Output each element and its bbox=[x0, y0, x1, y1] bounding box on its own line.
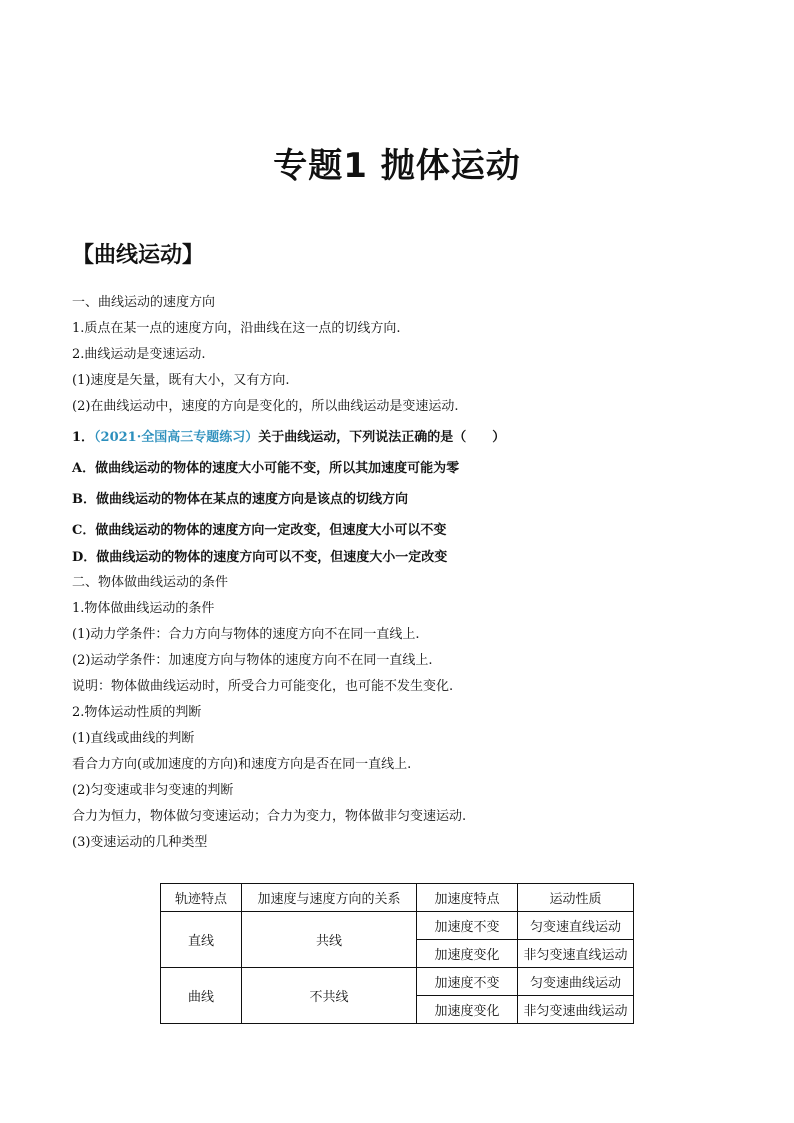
motion-types-table bbox=[160, 883, 634, 1024]
question-source: （2021·全国高三专题练习） bbox=[94, 430, 259, 445]
option-c bbox=[72, 515, 722, 546]
table-header: 加速度特点 bbox=[417, 884, 518, 912]
table-cell-trajectory: 曲线 bbox=[161, 968, 242, 1024]
question-number: 1． bbox=[72, 430, 95, 445]
table-cell-motion: 匀变速直线运动 bbox=[518, 912, 634, 940]
part2-heading: 二、物体做曲线运动的条件 bbox=[72, 575, 229, 590]
option-a bbox=[72, 453, 722, 484]
table-cell-accel: 加速度不变 bbox=[417, 912, 518, 940]
part2-line: 说明：物体做曲线运动时，所受合力可能变化，也可能不发生变化. bbox=[72, 679, 454, 694]
table-cell-accel: 加速度变化 bbox=[417, 996, 518, 1024]
table-header: 运动性质 bbox=[518, 884, 634, 912]
part1-heading: 一、曲线运动的速度方向 bbox=[72, 295, 216, 310]
part2-line: (1)动力学条件：合力方向与物体的速度方向不在同一直线上. bbox=[72, 627, 420, 642]
option-d bbox=[72, 546, 722, 570]
page-title: 专题1 抛体运动 bbox=[273, 146, 521, 186]
table-cell-accel: 加速度不变 bbox=[417, 968, 518, 996]
table-row bbox=[161, 912, 634, 940]
option-text: 做曲线运动的物体的速度方向可以不变，但速度大小一定改变 bbox=[96, 550, 448, 565]
question-stem bbox=[72, 422, 722, 453]
part2-line: (3)变速运动的几种类型 bbox=[72, 835, 208, 850]
option-letter: B． bbox=[72, 492, 96, 507]
option-text: 做曲线运动的物体的速度大小可能不变，所以其加速度可能为零 bbox=[95, 461, 460, 476]
part2-line: (2)匀变速或非匀变速的判断 bbox=[72, 783, 234, 798]
table-cell-motion: 匀变速曲线运动 bbox=[518, 968, 634, 996]
table-cell-relation: 共线 bbox=[242, 912, 417, 968]
section-heading: 【曲线运动】 bbox=[72, 243, 205, 268]
part2-line: 1.物体做曲线运动的条件 bbox=[72, 601, 215, 616]
table-cell-motion: 非匀变速直线运动 bbox=[518, 940, 634, 968]
table-header: 加速度与速度方向的关系 bbox=[242, 884, 417, 912]
part1-line: 2.曲线运动是变速运动. bbox=[72, 347, 206, 362]
option-text: 做曲线运动的物体在某点的速度方向是该点的切线方向 bbox=[96, 492, 409, 507]
option-text: 做曲线运动的物体的速度方向一定改变，但速度大小可以不变 bbox=[95, 523, 447, 538]
part2-line: 合力为恒力，物体做匀变速运动；合力为变力，物体做非匀变速运动. bbox=[72, 809, 467, 824]
option-letter: A． bbox=[72, 461, 96, 476]
table-header: 轨迹特点 bbox=[161, 884, 242, 912]
part2-line: 2.物体运动性质的判断 bbox=[72, 705, 202, 720]
table-cell-motion: 非匀变速曲线运动 bbox=[518, 996, 634, 1024]
table-cell-trajectory: 直线 bbox=[161, 912, 242, 968]
part2-line: 看合力方向(或加速度的方向)和速度方向是否在同一直线上. bbox=[72, 757, 412, 772]
table-header-row bbox=[161, 884, 634, 912]
part1-line: (1)速度是矢量，既有大小，又有方向. bbox=[72, 373, 290, 388]
document-body bbox=[72, 290, 722, 856]
part1-line: (2)在曲线运动中，速度的方向是变化的，所以曲线运动是变速运动. bbox=[72, 399, 459, 414]
option-letter: D． bbox=[72, 550, 97, 565]
option-letter: C． bbox=[72, 523, 96, 538]
part1-line: 1.质点在某一点的速度方向，沿曲线在这一点的切线方向. bbox=[72, 321, 401, 336]
table-row bbox=[161, 968, 634, 996]
question-text: 关于曲线运动，下列说法正确的是（ ） bbox=[258, 430, 506, 445]
table-cell-relation: 不共线 bbox=[242, 968, 417, 1024]
part2-line: (1)直线或曲线的判断 bbox=[72, 731, 195, 746]
table-cell-accel: 加速度变化 bbox=[417, 940, 518, 968]
part2-line: (2)运动学条件：加速度方向与物体的速度方向不在同一直线上. bbox=[72, 653, 433, 668]
option-b bbox=[72, 484, 722, 515]
